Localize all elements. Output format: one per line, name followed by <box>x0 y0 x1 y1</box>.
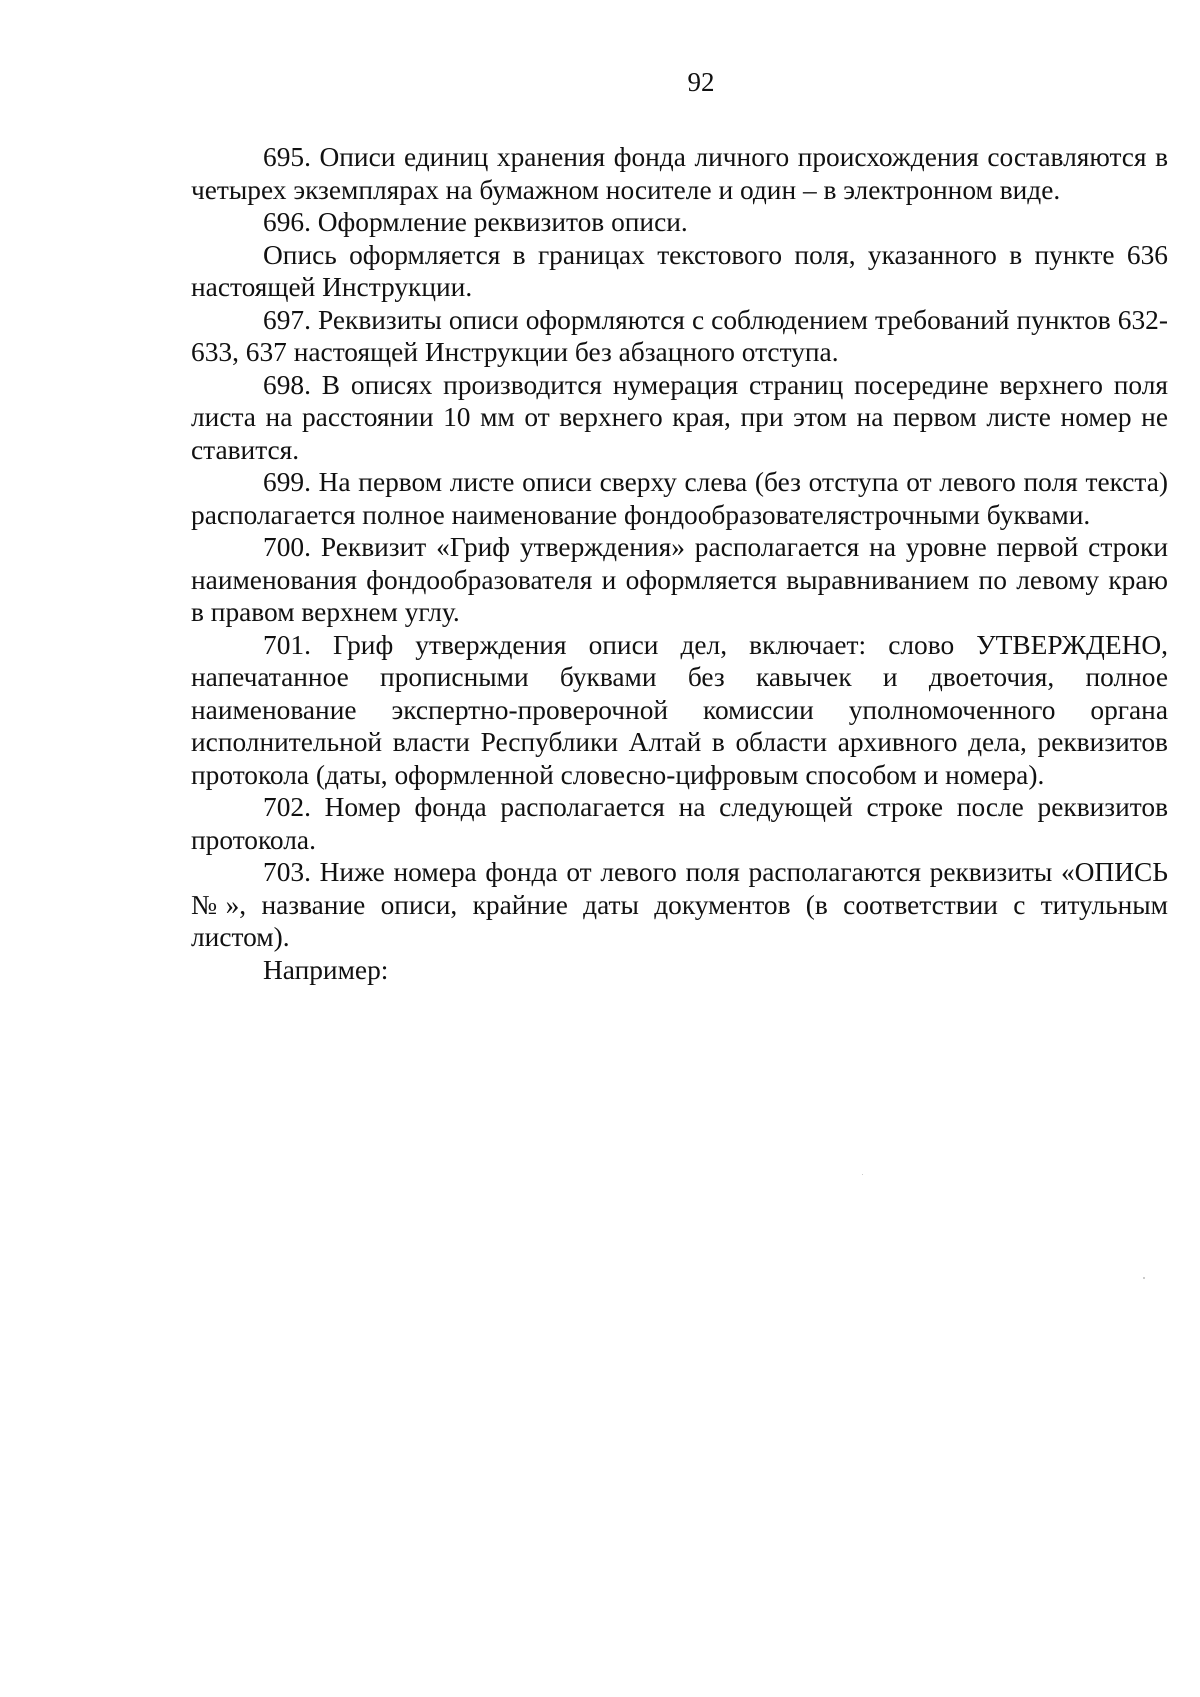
paragraph-702: 702. Номер фонда располагается на следующей строке после реквизитов протокола. <box>191 792 1168 855</box>
paragraph-695: 695. Описи единиц хранения фонда личного происхождения составляются в четырех экземплярах на бумажном носителе и один – в электронном виде. <box>191 142 1168 205</box>
document-body <box>191 141 1168 986</box>
paragraph-698: 698. В описях производится нумерация страниц посередине верхнего поля листа на расстоянии 10 мм от верхнего края, при этом на первом листе номер не ставится. <box>191 369 1168 465</box>
paragraph-699: 699. На первом листе описи сверху слева (без отступа от левого поля текста) располагается полное наименование фондообразователястрочными буквами. <box>191 467 1168 530</box>
paragraph-696-text: Опись оформляется в границах текстового поля, указанного в пункте 636 настоящей Инструкции. <box>191 239 1168 302</box>
paragraph-703: 703. Ниже номера фонда от левого поля располагаются реквизиты «ОПИСЬ №», название описи, крайние даты документов (в соответствии с титульным листом). <box>191 857 1168 952</box>
paragraph-696: 696. Оформление реквизитов описи. <box>263 207 688 237</box>
paragraph-example-label: Например: <box>263 954 389 985</box>
scan-artifact <box>1143 1277 1145 1279</box>
scan-artifact <box>862 1174 863 1175</box>
page-number: 92 <box>687 67 715 97</box>
paragraph-697: 697. Реквизиты описи оформляются с соблюдением требований пунктов 632-633, 637 настоящей Инструкции без абзацного отступа. <box>191 304 1168 367</box>
paragraph-700: 700. Реквизит «Гриф утверждения» располагается на уровне первой строки наименования фондообразователя и оформляется выравниванием по левому краю в правом верхнем углу. <box>191 532 1168 627</box>
paragraph-701: 701. Гриф утверждения описи дел, включает: слово УТВЕРЖДЕНО, напечатанное прописными буквами без кавычек и двоеточия, полное наименование экспертно-проверочной комиссии уполномоченного органа исполнительной власти Республики Алтай в области архивного дела, реквизитов протокола (даты, оформленной словесно-цифровым способом и номера). <box>191 629 1168 790</box>
